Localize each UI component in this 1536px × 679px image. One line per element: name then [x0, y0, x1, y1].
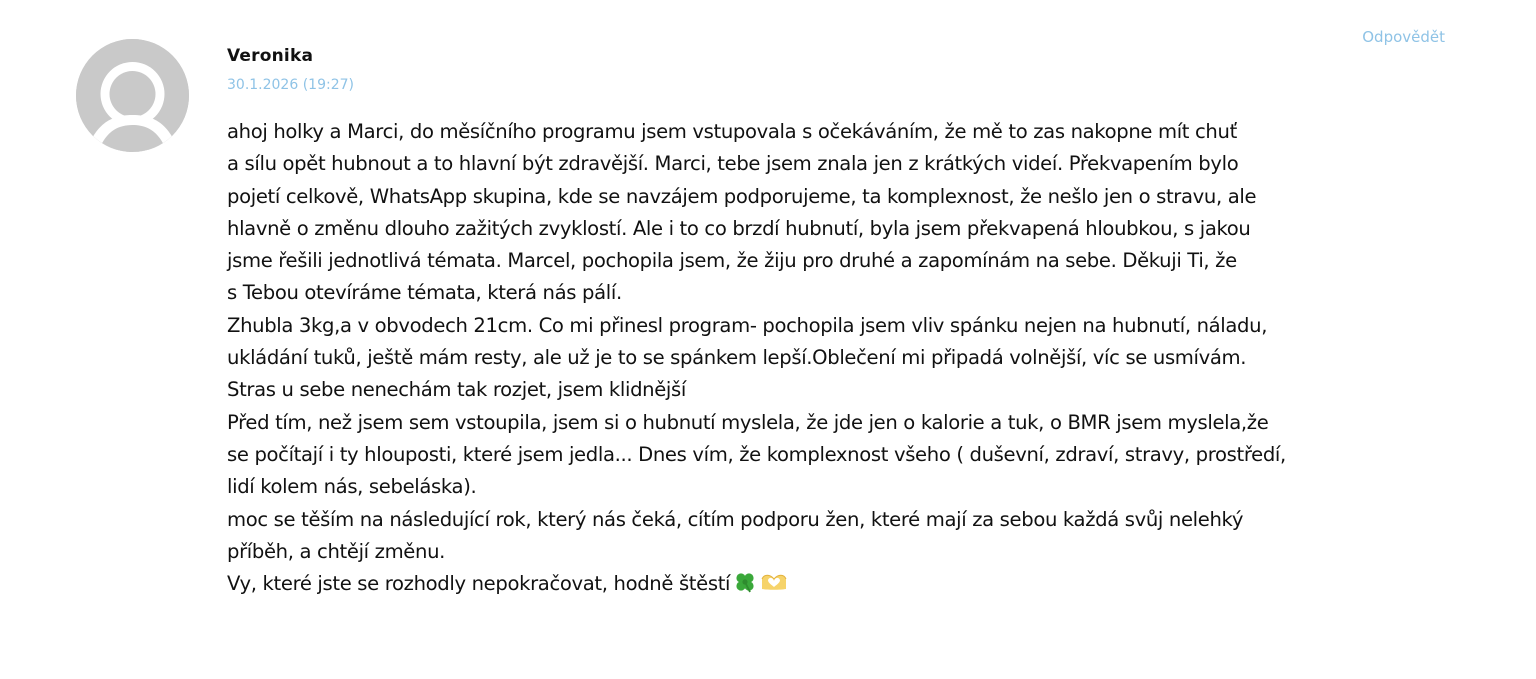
comment-line: Stras u sebe nenechám tak rozjet, jsem klidnější — [227, 378, 686, 402]
comment-line: Zhubla 3kg,a v obvodech 21cm. Co mi přinesl program- pochopila jsem vliv spánku nejen na hubnutí, náladu, — [227, 313, 1268, 337]
reply-link[interactable]: Odpovědět — [1362, 28, 1445, 46]
comment-body — [227, 116, 1467, 603]
comment-line: s Tebou otevíráme témata, která nás pálí. — [227, 281, 622, 305]
comment-line: příběh, a chtějí změnu. — [227, 539, 446, 563]
comment-last-line — [227, 568, 1467, 603]
comment-line: jsme řešili jednotlivá témata. Marcel, pochopila jsem, že žiju pro druhé a zapomínám na sebe. Děkuji Ti, že — [227, 249, 1237, 273]
comment-line: Před tím, než jsem sem vstoupila, jsem si o hubnutí myslela, že jde jen o kalorie a tuk, o BMR jsem myslela,že — [227, 410, 1269, 434]
comment-line: moc se těším na následující rok, který nás čeká, cítím podporu žen, které mají za sebou každá svůj nelehký — [227, 507, 1244, 531]
comment-line: Vy, které jste se rozhodly nepokračovat, hodně štěstí — [227, 572, 731, 596]
comment-line: ukládání tuků, ještě mám resty, ale už je to se spánkem lepší.Oblečení mi připadá volnější, víc se usmívám. — [227, 346, 1247, 370]
heart-hands-icon — [760, 571, 788, 603]
user-silhouette-icon — [76, 39, 189, 152]
comment-line: hlavně o změnu dlouho zažitých zvyklostí. Ale i to co brzdí hubnutí, byla jsem překvapená hloubkou, s jakou — [227, 216, 1251, 240]
avatar — [76, 39, 189, 152]
comment-date: 30.1.2026 (19:27) — [227, 77, 354, 93]
four-leaf-clover-icon — [734, 571, 756, 603]
comment-line: lidí kolem nás, sebeláska). — [227, 475, 477, 499]
comment-line: a sílu opět hubnout a to hlavní být zdravější. Marci, tebe jsem znala jen z krátkých videí. Překvapením bylo — [227, 152, 1239, 176]
comment-author: Veronika — [227, 46, 314, 66]
comment-line: pojetí celkově, WhatsApp skupina, kde se navzájem podporujeme, ta komplexnost, že nešlo jen o stravu, ale — [227, 184, 1257, 208]
comment-line: se počítají i ty hlouposti, které jsem jedla... Dnes vím, že komplexnost všeho ( duševní, zdraví, stravy, prostředí, — [227, 442, 1286, 466]
comment-line: ahoj holky a Marci, do měsíčního programu jsem vstupovala s očekáváním, že mě to zas nakopne mít chuť — [227, 120, 1237, 143]
